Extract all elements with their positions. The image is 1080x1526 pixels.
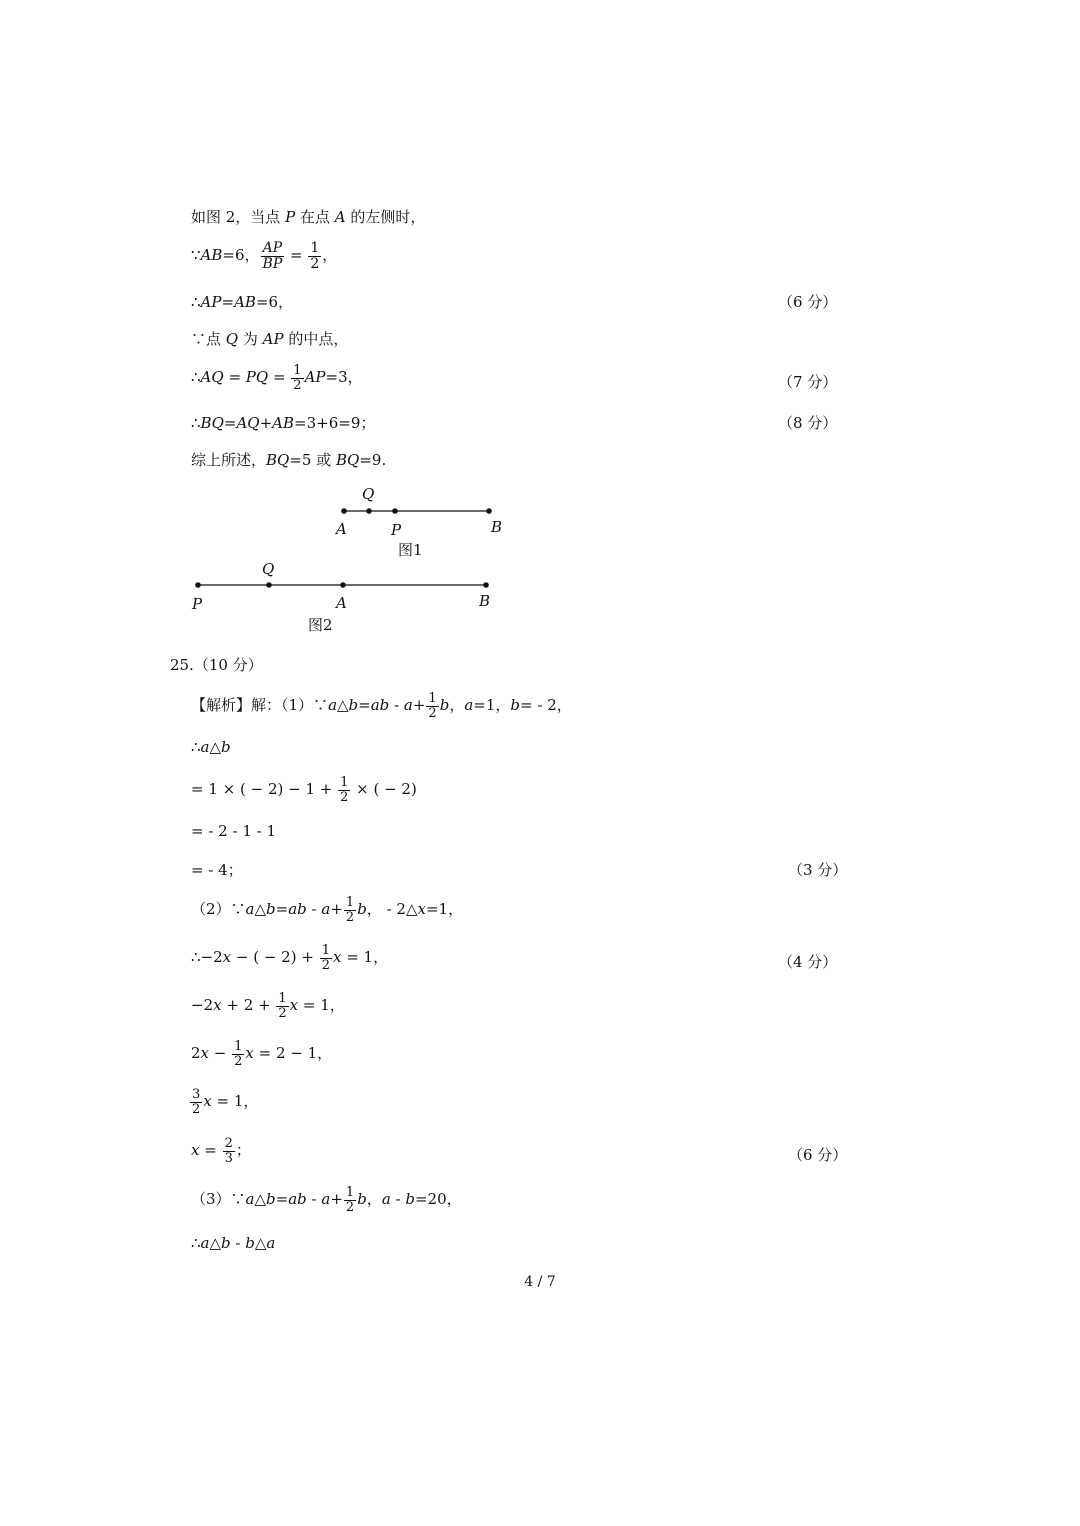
text: = 1 × ( − 2) − 1 + [191,780,338,799]
numerator: AP [261,241,285,257]
var: a [381,1190,391,1209]
denominator: 2 [192,1101,201,1117]
analysis-tag: 【解析】 [191,696,252,715]
fraction [276,992,288,1020]
text: = [358,696,371,715]
text: + [330,900,343,919]
expr: a△b [245,1190,276,1209]
expr: a [321,1190,331,1209]
figure1-label-a: A [336,520,347,538]
text: ∴ [191,738,201,756]
numerator: 1 [428,691,437,706]
text: = 1， [211,1092,259,1111]
text: = 1， [298,996,345,1015]
fraction [320,944,332,972]
denominator: BP [262,255,283,272]
score-label: （4 分） [778,953,838,971]
text: ∴ [191,414,201,432]
solution-line-7 [191,944,388,972]
text: =1， [473,696,511,715]
text: = [223,368,246,387]
solution-line-3 [191,776,417,804]
line-7 [191,449,386,470]
text: （3）∵ [191,1190,246,1209]
text: - [306,1190,322,1209]
expr: b [357,1190,367,1209]
var: BQ [336,451,360,469]
var: PQ [245,368,269,387]
text: ∴ [191,1234,201,1252]
text: =20， [414,1190,462,1209]
figure2-label-a: A [336,594,347,612]
expr: ab [288,900,307,919]
question-25-heading: 25.（10 分） [170,656,263,674]
score-label: （7 分） [778,373,838,391]
fraction [232,1040,244,1068]
var: x [200,1044,210,1063]
text: = - 2， [520,696,572,715]
line-2 [191,241,337,271]
page-number: 4 / 7 [524,1274,556,1290]
numerator: 1 [345,1185,355,1200]
solution-line-4: = - 2 - 1 - 1 [191,822,277,840]
solution-line-1 [191,692,572,720]
fraction [291,364,303,392]
expr: a△b [328,696,359,715]
denominator: 2 [234,1053,243,1069]
expr: a△b [245,900,276,919]
text: ， [322,246,338,265]
numerator: 1 [278,991,287,1006]
text: = [268,368,291,387]
denominator: 2 [293,377,302,393]
solution-line-6 [191,896,463,924]
text: = [275,1190,289,1209]
numerator: 3 [192,1087,201,1102]
line-1 [191,206,425,227]
var: AP [304,368,326,387]
denominator: 3 [224,1150,233,1166]
denominator: 2 [340,789,349,805]
text: − [209,1044,232,1063]
text: =6， [222,246,260,265]
figure1-point-q [366,508,372,514]
text: =3+6=9； [294,414,376,432]
numerator: 1 [310,240,320,256]
numerator: 2 [224,1136,233,1151]
figure-2 [185,557,505,639]
text: - [306,900,322,919]
var: x [417,900,426,919]
var: Q [225,330,239,348]
text: ∴−2 [191,948,223,967]
text: =6， [255,293,294,311]
score-label: （8 分） [778,414,838,432]
fraction [344,896,356,924]
text: =5 或 [289,451,336,469]
text: ∵ [191,246,201,265]
solution-line-12 [191,1186,462,1214]
var: x [289,996,299,1015]
figure2-label-b: B [479,592,491,610]
expr: b [357,900,367,919]
figure2-point-b [483,582,489,588]
var: x [213,996,222,1015]
figure2-point-p [195,582,201,588]
fraction [426,692,438,720]
var: AP [200,293,222,311]
text: 如图 2，当点 [191,208,286,226]
text: = [275,900,289,919]
var: x [332,948,342,967]
var: AB [272,414,295,432]
text: =9. [359,451,387,469]
text: × ( − 2) [351,780,417,799]
text: ； [235,1141,251,1160]
text: = [223,414,237,432]
text: =3， [325,368,363,387]
text: - [390,1190,406,1209]
solution-line-8 [191,992,345,1020]
var: b [405,1190,415,1209]
var: AB [200,246,223,265]
var: AP [262,330,284,348]
text: + [259,414,273,432]
fraction [261,241,285,271]
text: −2 [191,996,214,1015]
text: + [330,1190,343,1209]
line-4 [191,328,348,349]
text: =1， [425,900,464,919]
expr: a [403,696,413,715]
var: A [334,208,346,226]
solution-line-13 [191,1234,275,1252]
fraction [338,776,350,804]
expr: a [321,900,331,919]
solution-line-11 [191,1137,251,1165]
text: - [230,1234,246,1252]
text: − ( − 2) + [231,948,319,967]
denominator: 2 [278,1005,287,1021]
text: ∴ [191,368,201,387]
text: = 2 − 1， [253,1044,333,1063]
text: 在点 [295,208,335,226]
figure2-label-q: Q [262,560,275,578]
text: 综上所述， [191,451,267,469]
var: x [191,1141,200,1160]
figure2-label-p: P [192,595,203,613]
text: + 2 + [221,996,276,1015]
denominator: 2 [345,1199,355,1215]
expr: ab [288,1190,307,1209]
figure2-caption: 图2 [308,616,333,634]
denominator: 2 [310,255,320,272]
var: x [222,948,232,967]
numerator: 1 [340,775,349,790]
figure-1 [320,482,520,562]
text: + [412,696,426,715]
text: （2）∵ [191,900,246,919]
denominator: 2 [345,909,355,925]
text: ∵点 [191,330,226,348]
numerator: 1 [234,1039,243,1054]
figure1-label-q: Q [362,485,375,503]
figure1-caption: 图1 [398,541,423,559]
text: ， - 2△ [366,900,418,919]
text: ， [449,696,465,715]
text: 的左侧时， [345,208,426,226]
text: = 1， [341,948,389,967]
numerator: 1 [345,895,355,910]
solution-line-5: = - 4； [191,861,243,879]
expr: a△b [200,1234,231,1252]
text: ， [366,1190,382,1209]
solution-line-2 [191,738,231,756]
text: 为 [238,330,263,348]
text: = [221,293,235,311]
var: AQ [236,414,260,432]
var: BQ [200,414,224,432]
denominator: 2 [428,705,437,721]
score-label: （6 分） [788,1146,848,1164]
text: 解：（1）∵ [251,696,329,715]
text: - [389,696,404,715]
line-5 [191,364,363,392]
text: = [285,246,308,265]
denominator: 2 [321,957,330,973]
score-label: （3 分） [788,861,848,879]
fraction [190,1088,202,1116]
fraction [344,1186,356,1214]
var: a [464,696,474,715]
line-3 [191,291,293,312]
fraction [308,241,321,271]
fraction [223,1137,235,1165]
expr: b△a [245,1234,276,1252]
text: ∴ [191,293,201,311]
line-6 [191,412,375,433]
var: P [285,208,296,226]
text: = [199,1141,222,1160]
figure2-point-q [266,582,272,588]
figure1-point-p [392,508,398,514]
figure1-point-b [486,508,492,514]
expr: ab [370,696,390,715]
numerator: 1 [293,363,302,378]
var: x [203,1092,212,1111]
text: 2 [191,1044,201,1063]
expr: a△b [200,738,231,756]
score-label: （6 分） [778,293,838,311]
figure1-point-a [341,508,347,514]
var: x [245,1044,254,1063]
figure1-label-p: P [391,521,402,539]
figure2-point-a [340,582,346,588]
solution-line-10 [189,1088,258,1116]
figure1-label-b: B [491,518,503,536]
solution-line-9 [191,1040,332,1068]
text: 的中点， [283,330,349,348]
var: AQ [200,368,224,387]
var: AB [234,293,256,311]
expr: b [439,696,450,715]
var: b [510,696,521,715]
var: BQ [266,451,290,469]
numerator: 1 [321,943,330,958]
